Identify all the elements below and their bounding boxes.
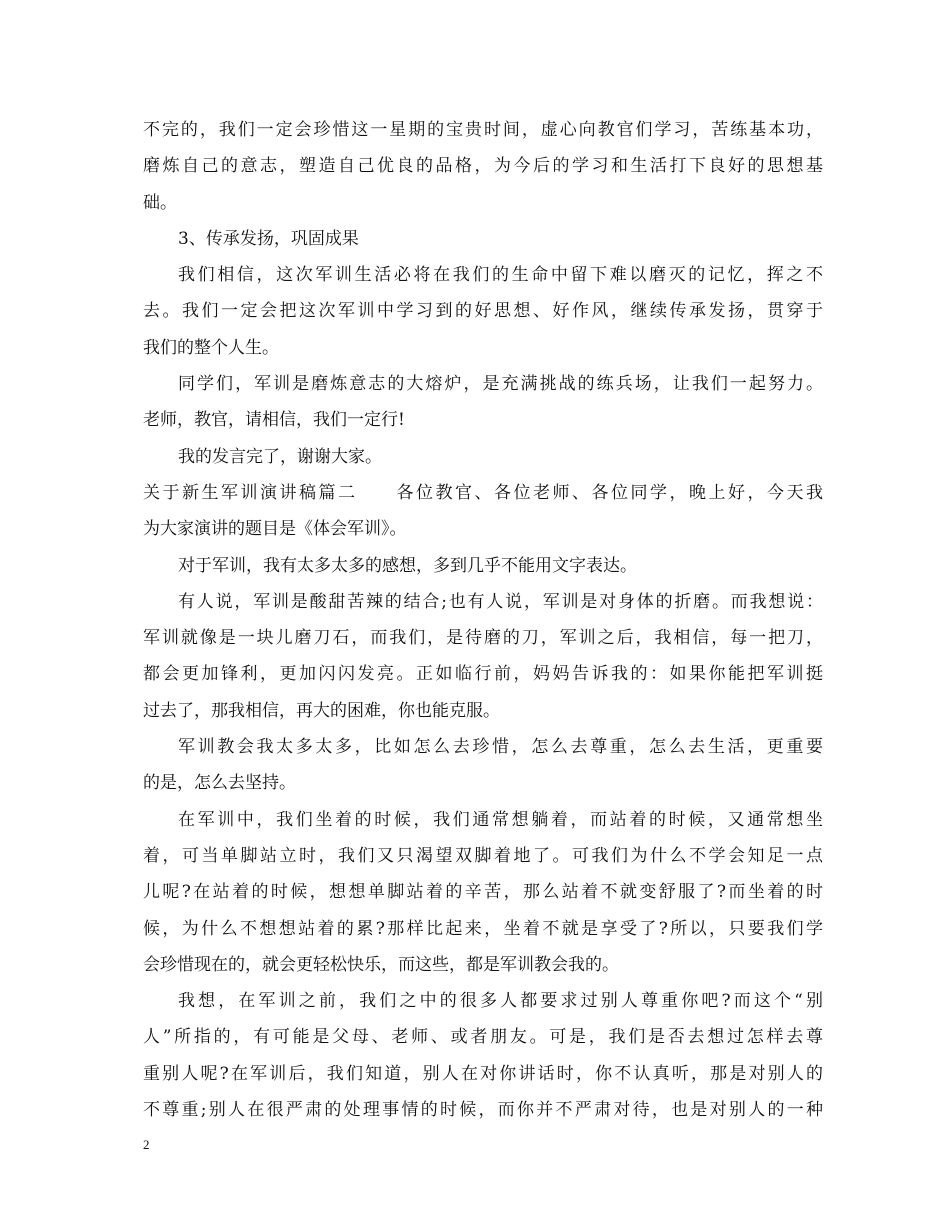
text-line: 在军训中，我们坐着的时候，我们通常想躺着，而站着的时候，又通常想坐: [178, 809, 823, 830]
text-line: 着，可当单脚站立时，我们又只渴望双脚着地了。可我们为什么不学会知足一点: [143, 845, 823, 866]
body-text: [143, 112, 823, 1128]
text-line: 不尊重;别人在很严肃的处理事情的时候，而你并不严肃对待，也是对别人的一种: [143, 1100, 823, 1121]
text-line: 军训就像是一块儿磨刀石，而我们，是待磨的刀，军训之后，我相信，每一把刀，: [143, 628, 823, 649]
text-line: 我想，在军训之前，我们之中的很多人都要求过别人尊重你吧?而这个“别: [178, 991, 823, 1012]
text-line: 会珍惜现在的，就会更轻松快乐，而这些，都是军训教会我的。: [143, 954, 619, 975]
page-number: 2: [143, 1137, 150, 1152]
text-line: 有人说，军训是酸甜苦辣的结合;也有人说，军训是对身体的折磨。而我想说：: [178, 591, 823, 612]
text-line: 过去了，那我相信，再大的困难，你也能克服。: [143, 700, 500, 721]
section-heading: 3、传承发扬，巩固成果: [178, 228, 359, 249]
text-line: 为大家演讲的题目是《体会军训》。: [143, 519, 407, 540]
text-line: 老师，教官，请相信，我们一定行!: [143, 410, 405, 431]
text-line: 人”所指的，有可能是父母、老师、或者朋友。可是，我们是否去想过怎样去尊: [143, 1027, 823, 1048]
text-line: 磨炼自己的意志，塑造自己优良的品格，为今后的学习和生活打下良好的思想基: [143, 156, 823, 177]
text-line: 儿呢?在站着的时候，想想单脚站着的辛苦，那么站着不就变舒服了?而坐着的时: [143, 882, 823, 903]
text-line: 重别人呢?在军训后，我们知道，别人在对你讲话时，你不认真听，那是对别人的: [143, 1063, 823, 1084]
text-line: 去。我们一定会把这次军训中学习到的好思想、好作风，继续传承发扬，贯穿于: [143, 301, 823, 322]
text-line: 我们的整个人生。: [143, 337, 279, 358]
text-line: 不完的，我们一定会珍惜这一星期的宝贵时间，虚心向教官们学习，苦练基本功，: [143, 120, 823, 140]
text-line: 我们相信，这次军训生活必将在我们的生命中留下难以磨灭的记忆，挥之不: [178, 265, 823, 286]
text-line: 础。: [143, 192, 177, 213]
text-line: 的是，怎么去坚持。: [143, 773, 296, 794]
text-line: 都会更加锋利，更加闪闪发亮。正如临行前，妈妈告诉我的：如果你能把军训挺: [143, 664, 823, 685]
text-line: 对于军训，我有太多太多的感想，多到几乎不能用文字表达。: [178, 555, 637, 576]
text-line: 候，为什么不想想站着的累?那样比起来，坐着不就是享受了?所以，只要我们学: [143, 918, 823, 939]
article-title-line: 关于新生军训演讲稿篇二 各位教官、各位老师、各位同学，晚上好，今天我: [143, 482, 823, 503]
text-line: 军训教会我太多太多，比如怎么去珍惜，怎么去尊重，怎么去生活，更重要: [178, 737, 823, 758]
text-line: 同学们，军训是磨炼意志的大熔炉，是充满挑战的练兵场，让我们一起努力。: [178, 374, 823, 395]
text-line: 我的发言完了，谢谢大家。: [178, 446, 382, 467]
